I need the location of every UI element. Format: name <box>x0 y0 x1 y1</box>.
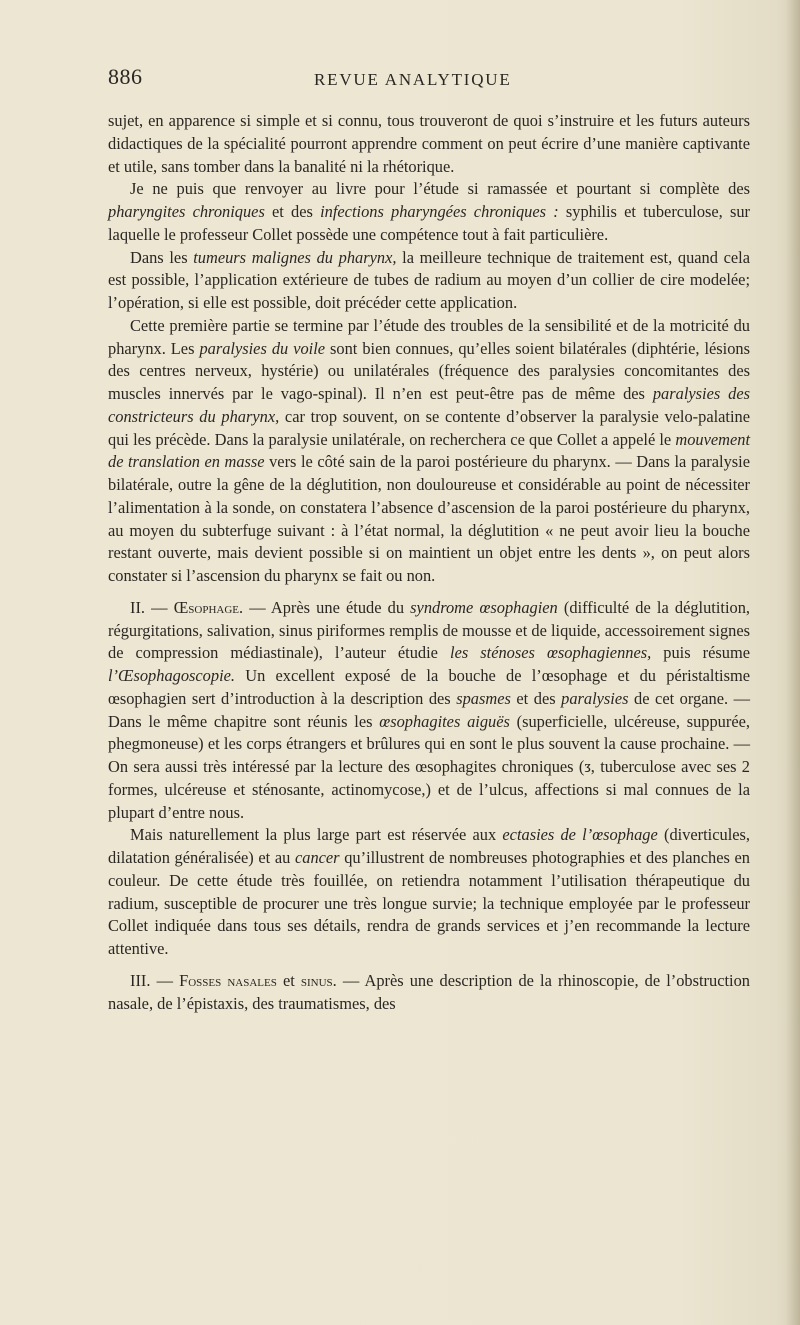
paragraph <box>108 824 750 961</box>
text-run: II. — <box>130 597 174 617</box>
italic-term: infections pharyngées chroniques : <box>320 202 559 221</box>
italic-term: paralysies <box>561 688 629 708</box>
italic-term: cancer <box>294 848 340 867</box>
section-paragraph-fosses-nasales <box>108 970 750 1016</box>
text-run: puis résume <box>651 643 751 663</box>
body-text <box>108 110 750 1015</box>
page-header <box>108 64 750 94</box>
text-run: la meilleure technique de traitement est, quand cela est possible, l’application extérieure de tubes de radium au moyen d’un collier de cire modelée; l’opération, si elle est possible, doit précéder cette application. <box>108 247 750 312</box>
text-run: et <box>276 970 301 990</box>
text-run: sont bien connues, qu’elles soient bilatérales (diphtérie, lésions des centres nerveux, hystérie) ou unilatérales (fréquence des paralysies concomitantes des muscles innervés par le vago-spinal). Il n’en est peut-être pas de même des <box>108 338 750 403</box>
text-run: — Après une description de la rhinoscopie, de l’obstruction nasale, de l’épistaxis, des traumatismes, des <box>108 970 750 1013</box>
text-run: de cet organe. — Dans le même chapitre sont réunis les <box>108 688 750 731</box>
italic-term: tumeurs malignes du pharynx, <box>193 247 397 267</box>
text-run: III. — <box>130 970 180 990</box>
text-run: qu’illustrent de nombreuses photographies et des planches en couleur. De cette étude très fouillée, on retiendra notamment l’utilisation thérapeutique du radium, susceptible de procurer une très longue survie; la technique employée par le professeur Collet indiquée dans tous ses détails, rendra de grands services et j’en recommande la lecture attentive. <box>108 848 750 958</box>
text-run: Je ne puis que renvoyer au livre pour l’étude si ramassée et pourtant si complète des <box>130 179 750 199</box>
section-heading: sinus. <box>300 970 337 990</box>
paragraph <box>108 178 750 246</box>
italic-term: ectasies de l’œsophage <box>502 825 658 845</box>
italic-term: paralysies du voile <box>199 338 326 358</box>
text-run: car trop souvent, on se contente d’observer la paralysie velo-palatine qui les précède. Dans la paralysie unilatérale, on recherchera ce que Collet a appelé le <box>108 406 751 449</box>
section-heading: Œsophage. <box>173 597 244 617</box>
page-gutter-shadow <box>786 0 800 1325</box>
italic-term: mouvement de translation en masse <box>108 429 750 472</box>
paragraph <box>108 315 750 588</box>
text-run: Dans les <box>130 247 194 267</box>
italic-term: syndrome œsophagien <box>410 597 558 617</box>
italic-term: les sténoses œsophagiennes, <box>450 643 652 663</box>
text-run: (difficulté de la déglutition, régurgitations, salivation, sinus piriformes remplis de mousse et de liquide, accessoirement signes de compression médiastinale), l’auteur étudie <box>108 597 751 663</box>
text-run: sujet, en apparence si simple et si connu, tous trouveront de quoi s’instruire et les futurs auteurs didactiques de la spécialité pourront apprendre comment on peut écrire d’une manière captivante et utile, sans tomber dans la banalité ni la rhétorique. <box>108 111 750 176</box>
italic-term: pharyngites chroniques <box>108 202 265 221</box>
italic-term: l’Œsophagoscopie. <box>108 666 236 685</box>
running-title: REVUE ANALYTIQUE <box>314 70 512 89</box>
paragraph <box>108 110 750 178</box>
paragraph <box>108 247 750 315</box>
text-run: (superficielle, ulcéreuse, suppurée, phegmoneuse) et les corps étrangers et brûlures qui en sont le plus souvent la cause prochaine. — On sera aussi très intéressé par la lecture des œsophagites chroniques (ᴣ, tuberculose avec ses 2 formes, ulcéreuse et sténosante, actinomycose,) et de l’ulcus, affections si mal connues de la plupart d’entre nous. <box>108 711 750 822</box>
text-run: Cette première partie se termine par l’étude des troubles de la sensibilité et de la motricité du pharynx. Les <box>108 315 750 358</box>
page-number: 886 <box>108 64 143 89</box>
text-run: et des <box>264 202 321 221</box>
italic-term: spasmes <box>456 688 511 708</box>
italic-term: œsophagites aiguës <box>379 711 510 731</box>
text-run: et des <box>510 688 562 708</box>
text-run: syphilis et tuberculose, sur laquelle le professeur Collet possède une compétence tout à fait particulière. <box>108 202 750 244</box>
text-run: vers le côté sain de la paroi postérieure du pharynx. — Dans la paralysie bilatérale, outre la gêne de la déglutition, non douloureuse et considérable au point de nécessiter l’alimentation à la sonde, on constatera l’absence d’ascension de la paroi postérieure du pharynx, au moyen du subterfuge suivant : à l’état normal, la déglutition « ne peut avoir lieu la bouche restant ouverte, mais devient possible si on maintient un objet entre les dents », on peut alors constater si l’ascension du pharynx se fait ou non. <box>108 452 750 585</box>
section-heading: Fosses nasales <box>179 970 277 990</box>
section-paragraph-oesophage <box>108 597 750 825</box>
text-run: — Après une étude du <box>243 597 411 617</box>
text-run: Mais naturellement la plus large part est réservée aux <box>130 825 503 845</box>
text-run: Un excellent exposé de la bouche de l’œsophage et du péristaltisme œsophagien sert d’introduction à la description des <box>108 666 750 708</box>
italic-term: paralysies des constricteurs du pharynx, <box>108 384 751 426</box>
text-run: (diverticules, dilatation généralisée) et au <box>108 825 750 867</box>
